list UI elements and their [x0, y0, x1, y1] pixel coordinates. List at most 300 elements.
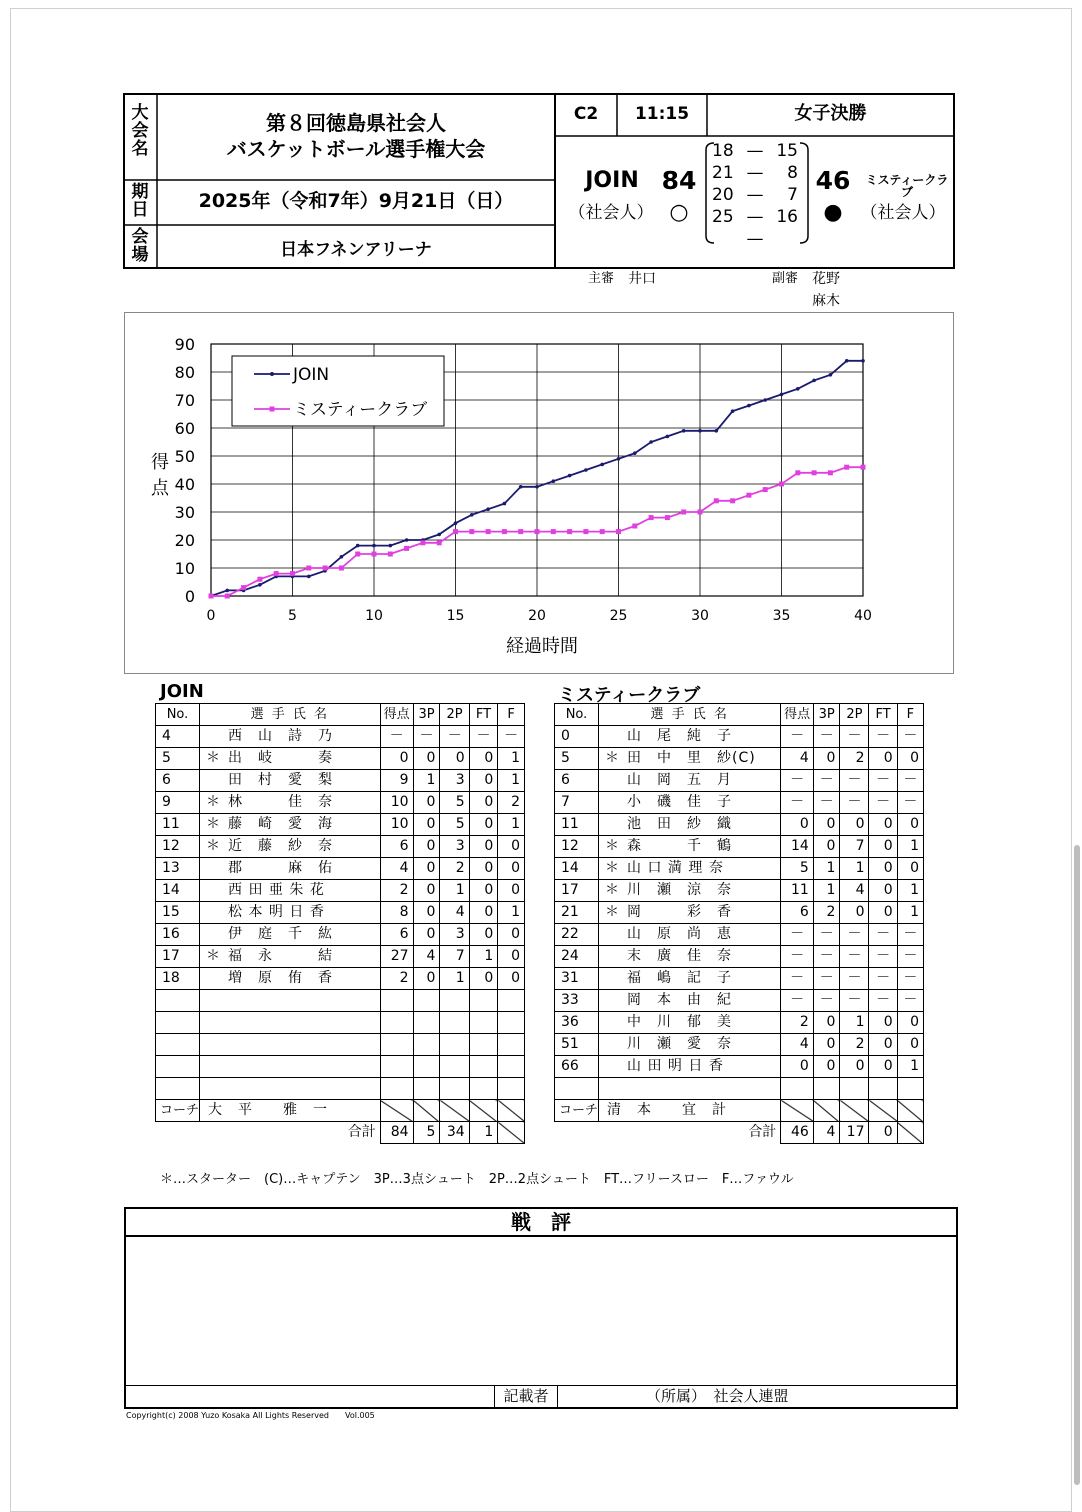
stat-cell: 1 — [469, 946, 498, 968]
data-point — [372, 552, 377, 557]
stat-cell: 1 — [440, 880, 469, 902]
player-name: 福 永 結 — [228, 948, 334, 964]
y-tick-label: 80 — [174, 363, 195, 382]
stat-cell: 4 — [380, 858, 413, 880]
player-number: 12 — [156, 836, 200, 858]
stat-cell: － — [897, 726, 923, 748]
data-point — [274, 571, 279, 576]
title-line-1: 第８回徳島県社会人 — [266, 111, 446, 135]
data-point — [568, 474, 572, 478]
stat-cell: 1 — [498, 748, 525, 770]
stat-cell — [380, 1078, 413, 1100]
stat-cell — [380, 1012, 413, 1034]
player-number: 36 — [555, 1012, 599, 1034]
x-tick-label: 40 — [854, 608, 872, 624]
player-name: 福 嶋 記 子 — [627, 970, 733, 986]
data-point — [437, 540, 442, 545]
x-tick-label: 25 — [609, 608, 628, 624]
stat-cell: 2 — [380, 880, 413, 902]
stat-cell: － — [869, 792, 897, 814]
stat-cell: 0 — [869, 880, 897, 902]
stat-cell — [498, 1056, 525, 1078]
stat-cell: － — [897, 770, 923, 792]
x-tick-label: 20 — [528, 608, 546, 624]
stat-cell: － — [813, 990, 840, 1012]
starter-mark: ＊ — [206, 794, 222, 810]
player-number: 66 — [555, 1056, 599, 1078]
total-value: 0 — [869, 1122, 897, 1144]
starter-mark: ＊ — [206, 838, 222, 854]
data-point — [796, 387, 800, 391]
stat-cell: － — [813, 924, 840, 946]
player-row — [555, 924, 924, 946]
stat-cell: 0 — [869, 836, 897, 858]
y-tick-label: 60 — [174, 419, 195, 438]
data-point — [746, 493, 751, 498]
stat-cell: － — [840, 792, 869, 814]
team-b-stats-table — [554, 703, 924, 1144]
player-row — [156, 902, 525, 924]
quarter-row — [712, 140, 804, 162]
data-point — [339, 566, 344, 571]
score-progression-chart — [124, 312, 954, 674]
quarter-dash: — — [746, 229, 764, 249]
player-name-cell — [599, 726, 781, 748]
player-number: 12 — [555, 836, 599, 858]
stat-cell: 0 — [498, 836, 525, 858]
legend-marker — [270, 372, 274, 376]
y-tick-label: 90 — [174, 335, 195, 354]
quarter-dash: — — [746, 185, 764, 205]
stat-cell: 1 — [440, 968, 469, 990]
stat-cell — [380, 990, 413, 1012]
stat-cell — [498, 990, 525, 1012]
player-name-cell — [200, 770, 381, 792]
team-a-score: 84 — [661, 166, 697, 195]
stat-cell: 0 — [813, 748, 840, 770]
player-number: 31 — [555, 968, 599, 990]
data-point — [420, 540, 425, 545]
total-value: 34 — [440, 1122, 469, 1144]
stat-cell: － — [897, 792, 923, 814]
data-point — [747, 404, 751, 408]
team-b-loss-mark: ● — [823, 200, 843, 225]
stat-cell: － — [781, 968, 814, 990]
data-point — [861, 359, 865, 363]
data-point — [698, 510, 703, 515]
stat-cell — [440, 1012, 469, 1034]
stat-cell: 0 — [813, 1012, 840, 1034]
slash-cell — [897, 1122, 923, 1144]
data-point — [780, 393, 784, 397]
player-row — [555, 1012, 924, 1034]
stat-cell: 0 — [897, 748, 923, 770]
player-name-cell — [200, 990, 381, 1012]
data-point — [469, 529, 474, 534]
player-row — [555, 968, 924, 990]
stat-cell: 6 — [380, 836, 413, 858]
data-point — [518, 529, 523, 534]
data-point — [503, 502, 507, 506]
stat-cell: － — [813, 726, 840, 748]
stat-cell: 4 — [440, 902, 469, 924]
data-point — [552, 479, 556, 483]
data-point — [486, 529, 491, 534]
stat-cell: 0 — [869, 814, 897, 836]
player-name-cell — [599, 858, 781, 880]
x-tick-label: 10 — [365, 608, 383, 624]
stat-cell: 4 — [413, 946, 440, 968]
player-name: 山 尾 純 子 — [627, 728, 733, 744]
stat-cell: 1 — [840, 1012, 869, 1034]
player-name-cell — [200, 902, 381, 924]
stat-cell: 0 — [813, 814, 840, 836]
data-point — [715, 429, 719, 433]
player-row — [156, 990, 525, 1012]
stat-cell: 27 — [380, 946, 413, 968]
data-point — [665, 515, 670, 520]
player-number — [156, 1056, 200, 1078]
starter-mark: ＊ — [605, 882, 621, 898]
coach-row — [555, 1100, 924, 1122]
stat-cell — [440, 1056, 469, 1078]
player-row — [156, 858, 525, 880]
player-number: 0 — [555, 726, 599, 748]
quarter-dash: — — [746, 163, 764, 183]
player-name-cell — [200, 1078, 381, 1100]
recorder-label: 記載者 — [494, 1385, 558, 1407]
player-number — [156, 1012, 200, 1034]
player-name-cell — [599, 748, 781, 770]
player-number: 16 — [156, 924, 200, 946]
player-name: 末 廣 佳 奈 — [627, 948, 733, 964]
player-number: 14 — [156, 880, 200, 902]
data-point — [307, 575, 311, 579]
slash-cell — [469, 1100, 498, 1122]
team-a-stats-table — [155, 703, 525, 1144]
starter-mark: ＊ — [206, 948, 222, 964]
player-name-cell — [599, 836, 781, 858]
total-value: 84 — [380, 1122, 413, 1144]
stat-cell: 1 — [813, 880, 840, 902]
data-point — [323, 566, 328, 571]
stat-cell: 0 — [897, 858, 923, 880]
team-a-table-title: JOIN — [160, 681, 204, 702]
data-point — [226, 589, 230, 593]
stat-cell: 1 — [840, 858, 869, 880]
stat-cell: 5 — [440, 814, 469, 836]
stat-cell: － — [781, 946, 814, 968]
stat-cell: 0 — [840, 902, 869, 924]
total-row — [555, 1122, 924, 1144]
total-value: 1 — [469, 1122, 498, 1144]
player-number: 22 — [555, 924, 599, 946]
stat-cell: － — [781, 770, 814, 792]
player-name-cell — [200, 880, 381, 902]
player-number — [156, 1078, 200, 1100]
data-point — [405, 538, 409, 542]
stat-cell: 9 — [380, 770, 413, 792]
stat-cell: 0 — [813, 836, 840, 858]
stat-cell — [469, 1012, 498, 1034]
player-row — [156, 814, 525, 836]
player-name-cell — [200, 726, 381, 748]
stat-cell: － — [897, 968, 923, 990]
player-name-cell — [200, 924, 381, 946]
player-row — [555, 748, 924, 770]
player-row — [156, 1034, 525, 1056]
stat-cell: － — [813, 946, 840, 968]
stat-cell: 4 — [840, 880, 869, 902]
quarter-row — [712, 228, 804, 250]
player-number — [555, 1078, 599, 1100]
data-point — [583, 529, 588, 534]
starter-mark: ＊ — [605, 750, 621, 766]
player-name: 岡 本 由 紀 — [627, 992, 733, 1008]
data-point — [535, 529, 540, 534]
player-row — [156, 1012, 525, 1034]
x-axis-label: 経過時間 — [506, 636, 578, 657]
player-name: 川 瀬 愛 奈 — [627, 1036, 733, 1052]
stat-cell: － — [869, 770, 897, 792]
column-header: No. — [156, 704, 200, 726]
stat-cell: 2 — [840, 1034, 869, 1056]
player-number: 24 — [555, 946, 599, 968]
coach-name: 清 本 宜 計 — [599, 1100, 781, 1122]
slash-cell — [840, 1100, 869, 1122]
y-axis-label-1: 得 — [151, 452, 169, 473]
stat-cell: 0 — [469, 902, 498, 924]
stat-cell: 0 — [813, 1056, 840, 1078]
stat-cell — [469, 1078, 498, 1100]
data-point — [633, 451, 637, 455]
umpire-label: 副審 — [772, 271, 799, 286]
label-date: 期日 — [131, 182, 149, 220]
stat-cell — [469, 1056, 498, 1078]
tournament-title — [158, 110, 554, 162]
stat-cell: 0 — [380, 748, 413, 770]
stat-cell: 0 — [813, 1034, 840, 1056]
stat-cell: 1 — [498, 902, 525, 924]
data-point — [209, 594, 214, 599]
player-name: 林 佳 奈 — [228, 794, 334, 810]
stat-cell — [498, 1078, 525, 1100]
data-point — [829, 373, 833, 377]
player-name-cell — [599, 880, 781, 902]
stat-cell — [469, 990, 498, 1012]
player-name: 西 田 亜 朱 花 — [228, 882, 325, 898]
stat-cell: － — [897, 924, 923, 946]
player-name-cell — [200, 858, 381, 880]
y-tick-label: 30 — [174, 503, 195, 522]
player-row — [156, 748, 525, 770]
quarter-row — [712, 162, 804, 184]
stat-cell — [413, 1056, 440, 1078]
data-point — [551, 529, 556, 534]
stat-cell: 0 — [781, 1056, 814, 1078]
data-point — [682, 429, 686, 433]
data-point — [225, 594, 230, 599]
x-tick-label: 35 — [772, 608, 791, 624]
stat-cell: 8 — [380, 902, 413, 924]
stat-cell: 1 — [498, 770, 525, 792]
player-row — [555, 990, 924, 1012]
quarter-score-a: 25 — [712, 207, 734, 227]
data-point — [404, 546, 409, 551]
data-point — [812, 470, 817, 475]
total-value: 5 — [413, 1122, 440, 1144]
player-row — [156, 946, 525, 968]
slash-cell — [440, 1100, 469, 1122]
stat-cell: 0 — [897, 814, 923, 836]
starter-mark: ＊ — [206, 816, 222, 832]
column-header: FT — [869, 704, 897, 726]
team-a-type: （社会人） — [568, 203, 654, 223]
quarter-score-b: 7 — [787, 185, 798, 205]
x-tick-label: 5 — [288, 608, 297, 624]
player-row — [555, 1078, 924, 1100]
stat-cell: 0 — [498, 880, 525, 902]
player-number: 5 — [555, 748, 599, 770]
player-row — [555, 1056, 924, 1078]
player-row — [156, 792, 525, 814]
umpire-name-1: 花野 — [812, 271, 840, 287]
player-name: 近 藤 紗 奈 — [228, 838, 334, 854]
data-point — [698, 429, 702, 433]
stat-cell: 0 — [413, 924, 440, 946]
legend-label: ミスティークラブ — [293, 400, 428, 420]
quarter-score-a: 21 — [712, 163, 734, 183]
data-point — [666, 435, 670, 439]
player-name: 山 原 尚 恵 — [627, 926, 733, 942]
stat-cell: 0 — [413, 792, 440, 814]
referee-name: 井口 — [628, 271, 656, 287]
player-row — [156, 726, 525, 748]
player-name-cell — [599, 990, 781, 1012]
column-header: 2P — [840, 704, 869, 726]
data-point — [355, 552, 360, 557]
legend-note: ＊…スターター (C)…キャプテン 3P…3点シュート 2P…2点シュート FT…フリースロー F…ファウル — [160, 1172, 794, 1187]
stat-cell: 0 — [413, 968, 440, 990]
stat-cell: － — [380, 726, 413, 748]
player-name: 山 岡 五 月 — [627, 772, 733, 788]
player-row — [156, 770, 525, 792]
stat-cell — [840, 1078, 869, 1100]
data-point — [470, 513, 474, 517]
stat-cell: 0 — [413, 902, 440, 924]
y-tick-label: 0 — [184, 587, 195, 606]
stat-cell: 3 — [440, 836, 469, 858]
stat-cell: 3 — [440, 770, 469, 792]
stat-cell: － — [840, 968, 869, 990]
data-point — [861, 465, 866, 470]
stat-cell: － — [498, 726, 525, 748]
data-point — [616, 529, 621, 534]
data-point — [779, 482, 784, 487]
stat-cell: － — [869, 924, 897, 946]
column-header: 2P — [440, 704, 469, 726]
player-name-cell — [599, 902, 781, 924]
stat-cell: － — [781, 792, 814, 814]
vertical-scrollbar[interactable] — [1074, 845, 1080, 1485]
total-row — [156, 1122, 525, 1144]
stat-cell: － — [840, 990, 869, 1012]
stat-cell: 1 — [813, 858, 840, 880]
team-b-name: ミスティークラブ — [865, 173, 949, 199]
player-name: 森 千 鶴 — [627, 838, 733, 854]
stat-cell: － — [840, 924, 869, 946]
player-name: 中 川 郁 美 — [627, 1014, 733, 1030]
quarter-dash: — — [746, 207, 764, 227]
stat-cell: 4 — [781, 748, 814, 770]
data-point — [535, 485, 539, 489]
stat-cell: 7 — [840, 836, 869, 858]
column-header: 選 手 氏 名 — [599, 704, 781, 726]
stat-cell: 0 — [413, 880, 440, 902]
slash-cell — [498, 1122, 525, 1144]
stat-cell: － — [440, 726, 469, 748]
stat-cell: － — [413, 726, 440, 748]
data-point — [795, 470, 800, 475]
stat-cell: － — [781, 990, 814, 1012]
data-point — [812, 379, 816, 383]
player-number: 14 — [555, 858, 599, 880]
data-point — [632, 524, 637, 529]
data-point — [828, 470, 833, 475]
y-tick-label: 20 — [174, 531, 195, 550]
stat-cell: 14 — [781, 836, 814, 858]
quarter-score-a: 20 — [712, 185, 734, 205]
stat-cell: 1 — [897, 902, 923, 924]
player-number — [156, 990, 200, 1012]
slash-cell — [869, 1100, 897, 1122]
stat-cell: － — [897, 990, 923, 1012]
data-point — [681, 510, 686, 515]
column-header: No. — [555, 704, 599, 726]
player-name: 池 田 紗 織 — [627, 816, 733, 832]
data-point — [519, 485, 523, 489]
player-number: 17 — [555, 880, 599, 902]
data-point — [714, 498, 719, 503]
copyright: Copyright(c) 2008 Yuzo Kosaka All Lights Reserved Vol.005 — [126, 1411, 375, 1420]
player-row — [555, 792, 924, 814]
stat-cell: 2 — [840, 748, 869, 770]
data-point — [763, 398, 767, 402]
player-number — [156, 1034, 200, 1056]
player-name: 西 山 詩 乃 — [228, 728, 334, 744]
slash-cell — [781, 1100, 814, 1122]
player-name-cell — [599, 770, 781, 792]
stat-cell: 4 — [781, 1034, 814, 1056]
data-point — [649, 515, 654, 520]
stat-cell: 0 — [869, 902, 897, 924]
stat-cell: 10 — [380, 792, 413, 814]
column-header: F — [498, 704, 525, 726]
stat-cell: 0 — [869, 1056, 897, 1078]
stat-cell: 1 — [413, 770, 440, 792]
referee-label: 主審 — [588, 271, 615, 286]
stat-cell: － — [840, 946, 869, 968]
stat-cell: 1 — [897, 880, 923, 902]
player-row — [555, 814, 924, 836]
player-row — [555, 836, 924, 858]
data-point — [730, 498, 735, 503]
stat-cell: 0 — [897, 1012, 923, 1034]
player-row — [555, 858, 924, 880]
stat-cell: 0 — [869, 748, 897, 770]
player-row — [555, 770, 924, 792]
player-name: 伊 庭 千 紘 — [228, 926, 334, 942]
